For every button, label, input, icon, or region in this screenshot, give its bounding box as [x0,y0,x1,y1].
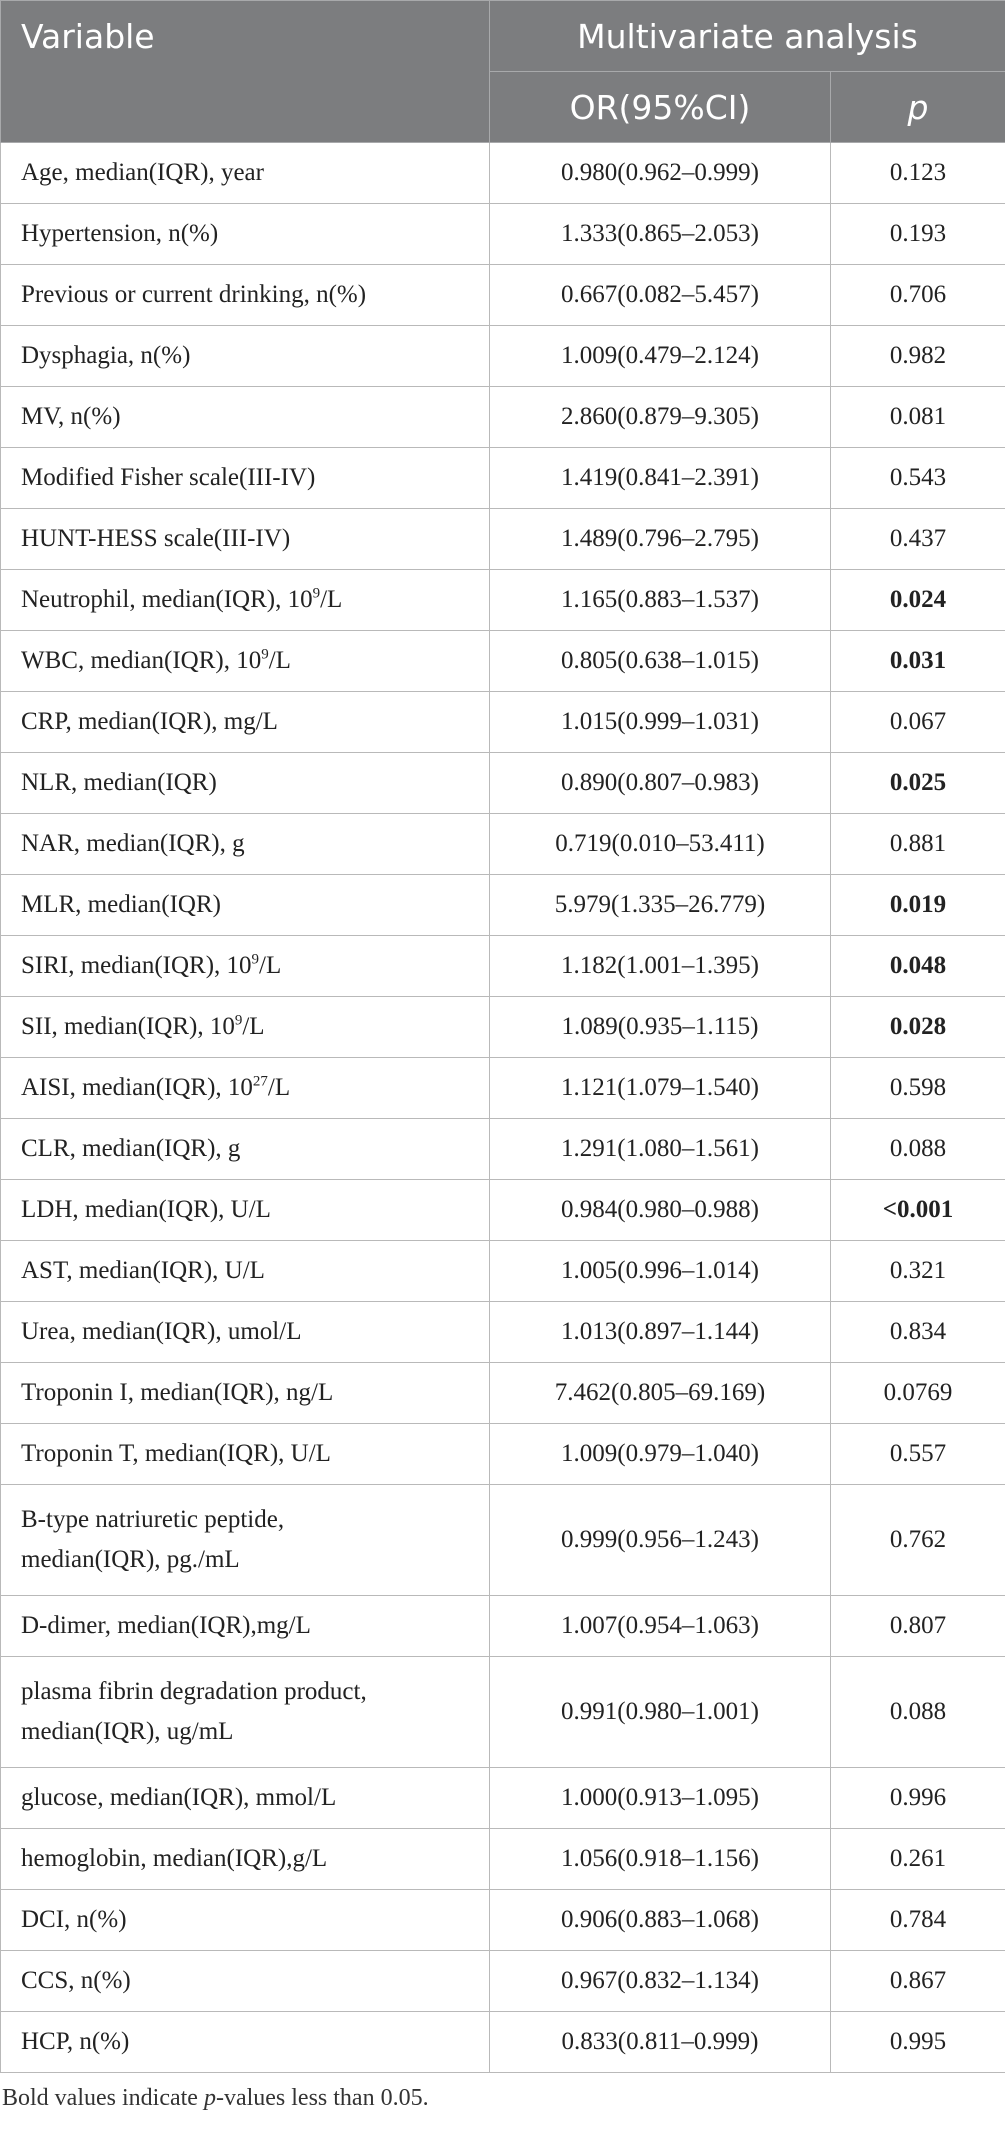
p-value-cell: 0.557 [831,1424,1005,1485]
or-ci-cell: 0.890(0.807–0.983) [490,753,831,814]
or-ci-cell: 1.089(0.935–1.115) [490,997,831,1058]
variable-label: Hypertension, n(%) [21,220,219,247]
header-p-value: p [831,72,1005,143]
variable-cell [1,143,490,204]
variable-cell [1,448,490,509]
or-ci-cell: 1.000(0.913–1.095) [490,1768,831,1829]
table-row [1,326,1005,387]
variable-cell [1,509,490,570]
p-value-cell: 0.784 [831,1890,1005,1951]
or-ci-cell: 1.007(0.954–1.063) [490,1596,831,1657]
or-ci-cell: 1.182(1.001–1.395) [490,936,831,997]
variable-label: Age, median(IQR), year [21,159,264,186]
p-value-cell: 0.995 [831,2012,1005,2073]
or-ci-cell: 7.462(0.805–69.169) [490,1363,831,1424]
table-row [1,1180,1005,1241]
p-value-cell: 0.193 [831,204,1005,265]
table-row [1,143,1005,204]
variable-cell [1,1890,490,1951]
variable-cell [1,1363,490,1424]
table-row [1,1302,1005,1363]
table-row [1,1951,1005,2012]
p-value-cell: 0.321 [831,1241,1005,1302]
p-value-cell: 0.867 [831,1951,1005,2012]
p-value-cell: 0.807 [831,1596,1005,1657]
p-value-cell: <0.001 [831,1180,1005,1241]
p-value-cell: 0.031 [831,631,1005,692]
or-ci-cell: 0.984(0.980–0.988) [490,1180,831,1241]
table-row [1,448,1005,509]
p-value-cell: 0.996 [831,1768,1005,1829]
p-value-cell: 0.982 [831,326,1005,387]
variable-label: AST, median(IQR), U/L [21,1257,265,1284]
table-row [1,570,1005,631]
p-value-cell: 0.0769 [831,1363,1005,1424]
variable-label: Troponin I, median(IQR), ng/L [21,1379,334,1406]
variable-label: CLR, median(IQR), g [21,1135,241,1162]
table-row [1,1890,1005,1951]
or-ci-cell: 0.719(0.010–53.411) [490,814,831,875]
variable-exponent: 9 [261,646,269,663]
variable-cell [1,265,490,326]
header-or-ci: OR(95%CI) [490,72,831,143]
table-row [1,1363,1005,1424]
p-value-cell: 0.437 [831,509,1005,570]
variable-label: glucose, median(IQR), mmol/L [21,1784,337,1811]
or-ci-cell: 1.056(0.918–1.156) [490,1829,831,1890]
p-value-cell: 0.019 [831,875,1005,936]
p-value-cell: 0.088 [831,1657,1005,1768]
variable-label: plasma fibrin degradation product, [21,1678,367,1705]
or-ci-cell: 0.980(0.962–0.999) [490,143,831,204]
table-row [1,997,1005,1058]
variable-cell [1,1180,490,1241]
header-variable: Variable [1,1,490,143]
variable-exponent: 9 [251,951,260,968]
variable-cell [1,1596,490,1657]
p-value-cell: 0.543 [831,448,1005,509]
variable-label: AISI, median(IQR), 10 [21,1074,253,1101]
variable-label: MV, n(%) [21,403,121,430]
or-ci-cell: 0.999(0.956–1.243) [490,1485,831,1596]
table-row [1,387,1005,448]
variable-label: CRP, median(IQR), mg/L [21,708,278,735]
table-row [1,1058,1005,1119]
table-row [1,753,1005,814]
p-value-cell: 0.834 [831,1302,1005,1363]
variable-label: Previous or current drinking, n(%) [21,281,367,308]
p-value-cell: 0.048 [831,936,1005,997]
variable-cell [1,1657,490,1768]
variable-cell [1,1768,490,1829]
variable-cell [1,326,490,387]
or-ci-cell: 0.906(0.883–1.068) [490,1890,831,1951]
p-value-cell: 0.706 [831,265,1005,326]
variable-cell [1,1424,490,1485]
or-ci-cell: 1.291(1.080–1.561) [490,1119,831,1180]
p-value-cell: 0.081 [831,387,1005,448]
or-ci-cell: 0.805(0.638–1.015) [490,631,831,692]
footnote-text-after: -values less than 0.05. [215,2085,429,2111]
variable-label: Neutrophil, median(IQR), 10 [21,586,313,613]
p-value-cell: 0.024 [831,570,1005,631]
table-row [1,265,1005,326]
table-body [1,143,1005,2073]
variable-cell [1,570,490,631]
variable-label-line2: median(IQR), pg./mL [21,1546,240,1573]
variable-label: HUNT-HESS scale(III-IV) [21,525,291,552]
variable-label: MLR, median(IQR) [21,891,221,918]
variable-cell [1,1241,490,1302]
table-row [1,204,1005,265]
or-ci-cell: 2.860(0.879–9.305) [490,387,831,448]
variable-label: Troponin T, median(IQR), U/L [21,1440,331,1467]
variable-label: WBC, median(IQR), 10 [21,647,262,674]
variable-label: CCS, n(%) [21,1967,131,1994]
variable-unit-suffix: /L [268,647,291,674]
variable-label: DCI, n(%) [21,1906,127,1933]
p-value-cell: 0.261 [831,1829,1005,1890]
p-value-cell: 0.028 [831,997,1005,1058]
variable-exponent: 9 [234,1012,243,1029]
variable-cell [1,631,490,692]
footnote-text-before: Bold values indicate [2,2085,204,2111]
or-ci-cell: 1.005(0.996–1.014) [490,1241,831,1302]
or-ci-cell: 1.489(0.796–2.795) [490,509,831,570]
variable-label: hemoglobin, median(IQR),g/L [21,1845,328,1872]
table-row [1,692,1005,753]
table-row [1,1596,1005,1657]
or-ci-cell: 0.967(0.832–1.134) [490,1951,831,2012]
variable-unit-suffix: /L [259,952,282,979]
variable-label: SIRI, median(IQR), 10 [21,952,252,979]
p-value-cell: 0.067 [831,692,1005,753]
variable-exponent: 27 [252,1073,268,1090]
or-ci-cell: 1.013(0.897–1.144) [490,1302,831,1363]
variable-label: NAR, median(IQR), g [21,830,245,857]
or-ci-cell: 0.667(0.082–5.457) [490,265,831,326]
variable-cell [1,2012,490,2073]
p-value-cell: 0.123 [831,143,1005,204]
or-ci-cell: 0.833(0.811–0.999) [490,2012,831,2073]
variable-cell [1,387,490,448]
table-row [1,1657,1005,1768]
variable-cell [1,753,490,814]
table-row [1,1119,1005,1180]
variable-label: Dysphagia, n(%) [21,342,191,369]
table-header [1,1,1005,143]
p-value-cell: 0.025 [831,753,1005,814]
variable-label-line2: median(IQR), ug/mL [21,1718,234,1745]
p-value-cell: 0.598 [831,1058,1005,1119]
header-multivariate-analysis: Multivariate analysis [490,1,1005,72]
or-ci-cell: 1.165(0.883–1.537) [490,570,831,631]
table-row [1,936,1005,997]
or-ci-cell: 1.009(0.979–1.040) [490,1424,831,1485]
variable-cell [1,936,490,997]
variable-unit-suffix: /L [242,1013,265,1040]
variable-label: LDH, median(IQR), U/L [21,1196,271,1223]
table-row [1,2012,1005,2073]
variable-cell [1,1058,490,1119]
variable-label: B-type natriuretic peptide, [21,1506,285,1533]
or-ci-cell: 0.991(0.980–1.001) [490,1657,831,1768]
table-row [1,1485,1005,1596]
table-row [1,509,1005,570]
variable-label: NLR, median(IQR) [21,769,217,796]
variable-label: SII, median(IQR), 10 [21,1013,235,1040]
variable-cell [1,204,490,265]
or-ci-cell: 1.009(0.479–2.124) [490,326,831,387]
p-value-cell: 0.762 [831,1485,1005,1596]
variable-cell [1,1119,490,1180]
table-footnote [0,2085,1005,2112]
or-ci-cell: 1.015(0.999–1.031) [490,692,831,753]
or-ci-cell: 1.333(0.865–2.053) [490,204,831,265]
or-ci-cell: 1.121(1.079–1.540) [490,1058,831,1119]
variable-cell [1,1829,490,1890]
table-row [1,1768,1005,1829]
footnote-italic-p: p [203,2085,216,2111]
variable-cell [1,1485,490,1596]
p-value-cell: 0.088 [831,1119,1005,1180]
variable-cell [1,1951,490,2012]
variable-cell [1,997,490,1058]
variable-cell [1,1302,490,1363]
table-row [1,631,1005,692]
variable-label: Urea, median(IQR), umol/L [21,1318,302,1345]
table-row [1,1829,1005,1890]
table-row [1,875,1005,936]
variable-cell [1,692,490,753]
table-row [1,1241,1005,1302]
or-ci-cell: 1.419(0.841–2.391) [490,448,831,509]
or-ci-cell: 5.979(1.335–26.779) [490,875,831,936]
variable-cell [1,875,490,936]
p-value-cell: 0.881 [831,814,1005,875]
variable-unit-suffix: /L [267,1074,291,1101]
variable-label: HCP, n(%) [21,2028,130,2055]
table-row [1,814,1005,875]
variable-cell [1,814,490,875]
variable-label: D-dimer, median(IQR),mg/L [21,1612,311,1639]
variable-exponent: 9 [312,585,321,602]
variable-label: Modified Fisher scale(III-IV) [21,464,316,491]
variable-unit-suffix: /L [320,586,343,613]
table-row [1,1424,1005,1485]
